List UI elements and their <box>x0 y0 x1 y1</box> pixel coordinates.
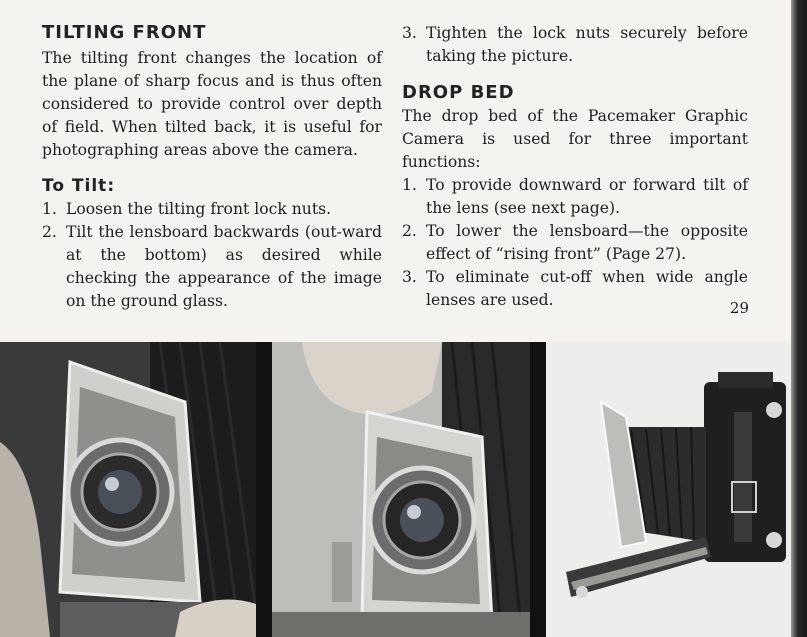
photo-tilting-lensboard <box>272 342 530 637</box>
page-number: 29 <box>729 299 749 317</box>
tilt-step-text: Tighten the lock nuts securely before taking the picture. <box>426 24 748 65</box>
left-column <box>42 22 382 313</box>
tilt-step <box>402 22 748 68</box>
tilt-step-text: Tilt the lensboard backwards (out-ward at the bottom) as desired while checking the appearance of the image on the ground glass. <box>66 223 382 310</box>
tilting-front-heading: TILTING FRONT <box>42 22 207 43</box>
photo-divider <box>530 342 546 637</box>
tilt-steps-continued <box>402 22 748 68</box>
tilt-step-number: 1. <box>42 200 57 218</box>
photo-divider <box>256 342 272 637</box>
drop-bed-functions-list <box>402 174 748 312</box>
function-number: 1. <box>402 176 417 194</box>
drop-bed-function <box>402 220 748 266</box>
function-text: To lower the lensboard—the opposite effect of “rising front” (Page 27). <box>426 222 748 263</box>
tilt-steps-list <box>42 198 382 313</box>
photo-drop-bed-camera <box>546 342 791 637</box>
page-edge <box>791 0 807 637</box>
tilt-step-number: 3. <box>402 24 417 42</box>
drop-bed-intro: The drop bed of the Pacemaker Graphic Camera is used for three important functions: <box>402 107 748 171</box>
function-number: 3. <box>402 268 417 286</box>
tilt-step <box>42 221 382 313</box>
function-text: To provide downward or forward tilt of the lens (see next page). <box>426 176 748 217</box>
right-column <box>402 22 748 312</box>
drop-bed-function <box>402 266 748 312</box>
photo-strip <box>0 342 791 637</box>
drop-bed-function <box>402 174 748 220</box>
photo-tilting-front-closeup <box>0 342 256 637</box>
drop-bed-heading: DROP BED <box>402 82 515 103</box>
tilt-step-number: 2. <box>42 223 57 241</box>
function-number: 2. <box>402 222 417 240</box>
tilting-front-intro: The tilting front changes the location of the plane of sharp focus and is thus often considered to provide control over depth of field. When tilted back, it is useful for photographing areas above the camera. <box>42 49 382 159</box>
tilt-step-text: Loosen the tilting front lock nuts. <box>66 200 332 218</box>
to-tilt-heading: To Tilt: <box>42 176 116 196</box>
function-text: To eliminate cut-off when wide angle lenses are used. <box>426 268 748 309</box>
tilt-step <box>42 198 382 221</box>
